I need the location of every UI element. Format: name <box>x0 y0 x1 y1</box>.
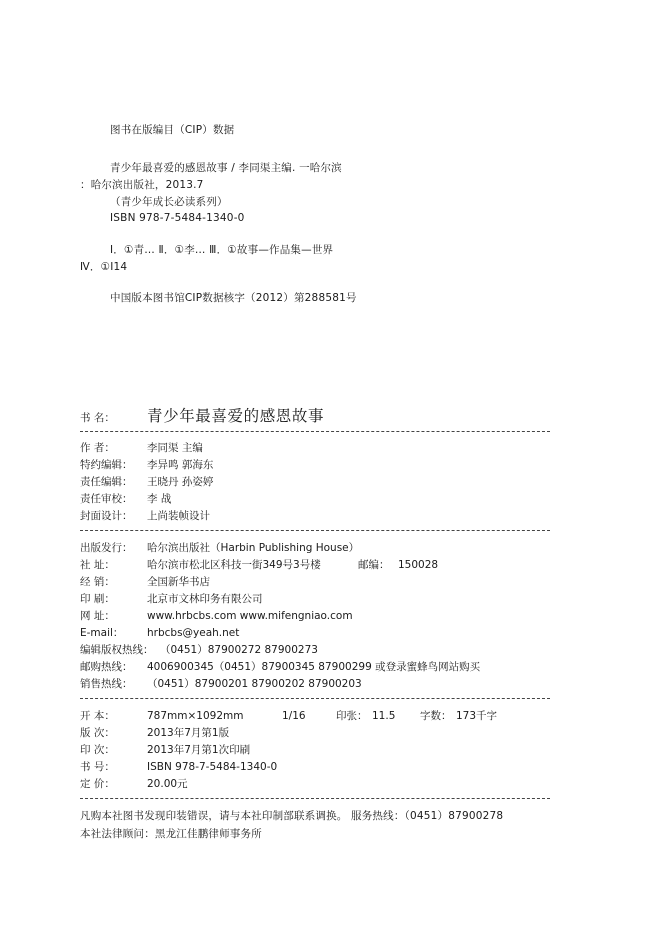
editor-value: 王晓丹 孙姿婷 <box>147 476 214 488</box>
printer-value: 北京市文林印务有限公司 <box>147 593 263 605</box>
publisher-label: 出版发行： <box>80 542 133 554</box>
price-value: 20.00元 <box>147 778 188 790</box>
cip-isbn-line: ISBN 978-7-5484-1340-0 <box>110 212 245 224</box>
cip-classification-line-2: Ⅳ．①I14 <box>80 261 128 273</box>
address-value: 哈尔滨市松北区科技一街349号3号楼 <box>147 559 321 571</box>
cip-record-number: 中国版本图书馆CIP数据核字（2012）第288581号 <box>110 292 357 304</box>
divider <box>80 798 550 799</box>
distributor-value: 全国新华书店 <box>147 576 210 588</box>
edition-label: 版 次： <box>80 727 115 739</box>
title-label: 书 名： <box>80 412 115 424</box>
impression-label: 印 次： <box>80 744 115 756</box>
edit-hotline-label: 编辑版权热线： <box>80 644 154 656</box>
cip-publisher-line: ：哈尔滨出版社，2013.7 <box>80 179 204 191</box>
sheets-value: 11.5 <box>372 710 396 722</box>
price-label: 定 价： <box>80 778 115 790</box>
format-value: 787mm×1092mm <box>147 710 244 722</box>
cover-design-label: 封面设计： <box>80 510 133 522</box>
divider <box>80 530 550 531</box>
impression-value: 2013年7月第1次印刷 <box>147 744 251 756</box>
publisher-value: 哈尔滨出版社（Harbin Publishing House） <box>147 542 360 554</box>
postcode-value: 150028 <box>398 559 439 571</box>
special-editor-value: 李异鸣 郭海东 <box>147 459 214 471</box>
email-value: hrbcbs@yeah.net <box>147 627 240 639</box>
editor-label: 责任编辑： <box>80 476 133 488</box>
author-value: 李同渠 主编 <box>147 442 203 454</box>
isbn-value: ISBN 978-7-5484-1340-0 <box>147 761 278 773</box>
divider <box>80 698 550 699</box>
cip-title-line: 青少年最喜爱的感恩故事 / 李同渠主编. 一哈尔滨 <box>110 162 342 174</box>
cip-series-line: （青少年成长必读系列） <box>110 196 228 208</box>
cip-heading: 图书在版编目（CIP）数据 <box>110 124 235 136</box>
cip-classification-line: Ⅰ．①青… Ⅱ．①李… Ⅲ．①故事—作品集—世界 <box>110 244 334 256</box>
reviewer-value: 李 战 <box>147 493 172 505</box>
sales-hotline-value: （0451）87900201 87900202 87900203 <box>147 678 362 690</box>
edit-hotline-value: （0451）87900272 87900273 <box>160 644 318 656</box>
cover-design-value: 上尚装帧设计 <box>147 510 210 522</box>
error-notice: 凡购本社图书发现印装错误，请与本社印制部联系调换。 服务热线：（0451）87900278 <box>80 810 504 822</box>
author-label: 作 者： <box>80 442 115 454</box>
edition-value: 2013年7月第1版 <box>147 727 230 739</box>
legal-counsel: 本社法律顾问：黑龙江佳鹏律师事务所 <box>80 828 262 840</box>
book-title: 青少年最喜爱的感恩故事 <box>147 407 325 425</box>
divider <box>80 431 550 432</box>
printer-label: 印 刷： <box>80 593 115 605</box>
special-editor-label: 特约编辑： <box>80 459 133 471</box>
reviewer-label: 责任审校： <box>80 493 133 505</box>
distributor-label: 经 销： <box>80 576 115 588</box>
isbn-label: 书 号： <box>80 761 115 773</box>
sheets-label: 印张： <box>336 710 368 722</box>
words-label: 字数： <box>420 710 452 722</box>
address-label: 社 址： <box>80 559 115 571</box>
website-value: www.hrbcbs.com www.mifengniao.com <box>147 610 353 622</box>
mail-hotline-label: 邮购热线： <box>80 661 133 673</box>
format-fold: 1/16 <box>282 710 306 722</box>
mail-hotline-value: 4006900345（0451）87900345 87900299 或登录蜜蜂鸟网站购买 <box>147 661 481 673</box>
sales-hotline-label: 销售热线： <box>80 678 133 690</box>
website-label: 网 址： <box>80 610 115 622</box>
postcode-label: 邮编： <box>358 559 390 571</box>
format-label: 开 本： <box>80 710 115 722</box>
words-value: 173千字 <box>456 710 498 722</box>
email-label: E-mail： <box>80 627 124 639</box>
